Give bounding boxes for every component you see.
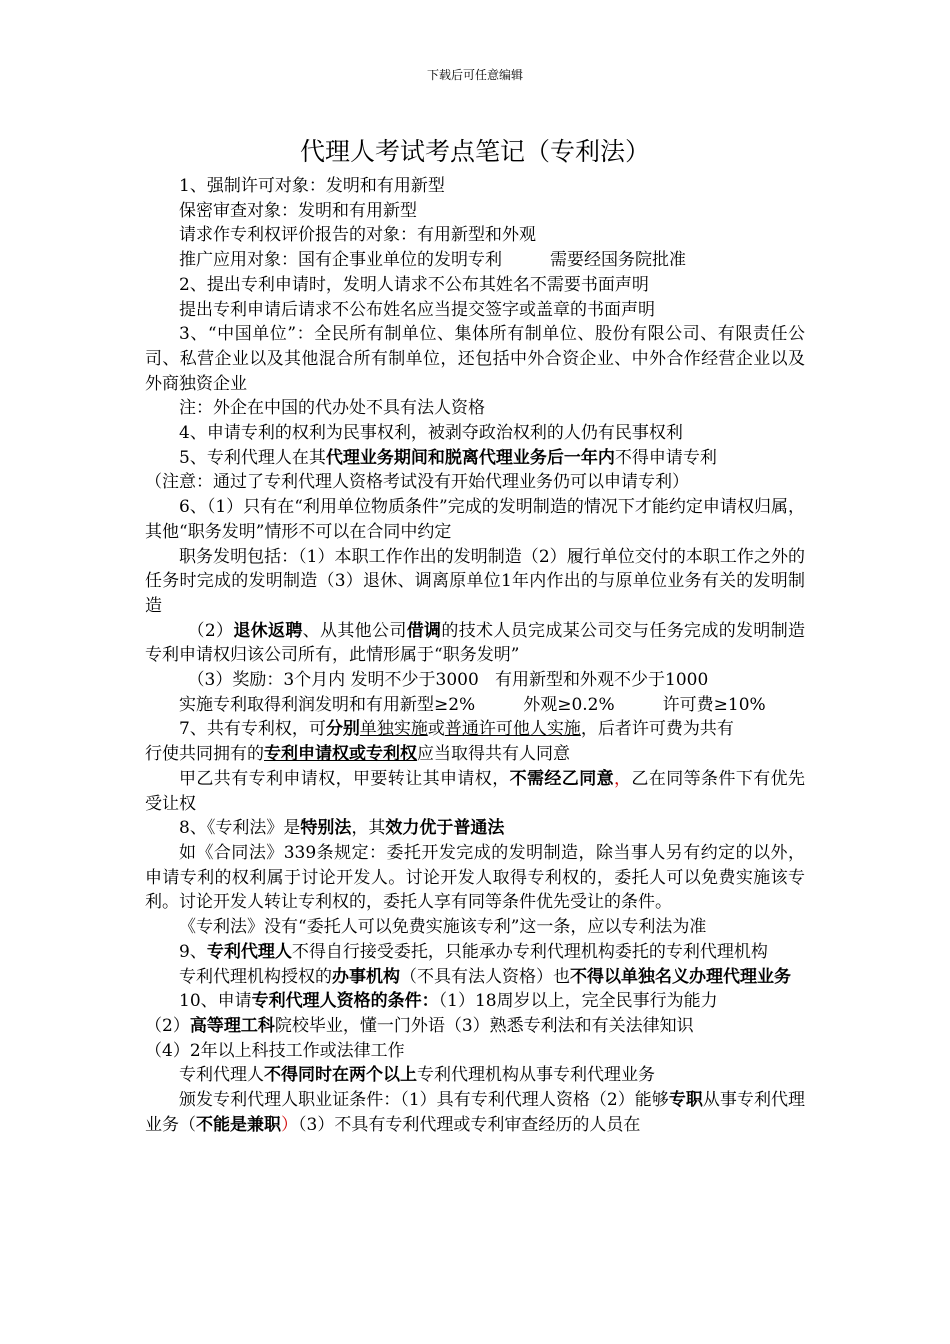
text-run: （2） — [187, 620, 234, 641]
bold-text: 办事机构 — [332, 966, 400, 987]
text-run: 5、专利代理人在其 — [179, 447, 326, 468]
page-header: 下载后可任意编辑 — [426, 68, 523, 82]
text-run: 或 — [427, 719, 445, 740]
underlined-text: 单独实施 — [359, 719, 428, 740]
text-run: 不得申请专利 — [614, 447, 717, 468]
paragraph: 如《合同法》339条规定：委托开发完成的发明制造，除当事人另有约定的以外，申请专利的权利属于讨论开发人。讨论开发人取得专利权的，委托人可以免费实施该专利。讨论开发人转让专利权的，委托人享有同等条件优先受让的条件。 — [145, 842, 805, 913]
text-run: 专利代理机构授权的 — [179, 966, 332, 987]
document-body — [145, 174, 805, 1137]
paragraph: （4）2年以上科技工作或法律工作 — [145, 1040, 405, 1061]
paragraph — [145, 965, 805, 990]
bold-text: 不需经乙同意 — [509, 768, 615, 789]
paragraph — [145, 989, 805, 1014]
bold-text: 特别法 — [300, 818, 352, 839]
text-run: 9、 — [179, 941, 207, 962]
paragraph: 3、“中国单位”：全民所有制单位、集体所有制单位、股份有限公司、有限责任公司、私营企业以及其他混合所有制单位，还包括中外合资企业、中外合作经营企业以及外商独资企业 — [145, 324, 805, 394]
text-run: ，其 — [351, 818, 386, 839]
paragraph: 保密审查对象：发明和有用新型 — [179, 200, 417, 221]
paragraph: 6、（1）只有在“利用单位物质条件”完成的发明制造的情况下才能约定申请权归属，其他“职务发明”情形不可以在合同中约定 — [145, 497, 805, 542]
page-title: 代理人考试考点笔记（专利法） — [299, 137, 650, 166]
text-run: 专利代理机构从事专利代理业务 — [417, 1065, 655, 1086]
text-run: 颁发专利代理人职业证条件：（1）具有专利代理人资格（2）能够 — [179, 1090, 669, 1111]
paragraph: 《专利法》没有“委托人可以免费实施该专利”这一条，应以专利法为准 — [179, 917, 707, 938]
text-run: 许可费≥10% — [662, 694, 766, 715]
bold-text: 高等理工科 — [189, 1015, 275, 1036]
bold-text: 借调 — [406, 620, 442, 641]
paragraph: （注意：通过了专利代理人资格考试没有开始代理业务仍可以申请专利） — [145, 472, 689, 493]
paragraph — [145, 619, 805, 668]
paragraph: 职务发明包括：（1）本职工作作出的发明制造（2）履行单位交付的本职工作之外的任务时完成的发明制造（3）退休、调离原单位1年内作出的与原单位业务有关的发明制造 — [145, 546, 805, 616]
text-run: 需要经国务院批准 — [550, 250, 686, 271]
paragraph: 提出专利申请后请求不公布姓名应当提交签字或盖章的书面声明 — [179, 299, 655, 320]
text-run: 的技术人员完成某公司交与任务完成的发明制造专利申请权归该公司所有，此情形属于“职务发明” — [145, 620, 806, 666]
text-run: 有用新型和外观不少于1000 — [495, 670, 709, 691]
bold-text: 不得同时在两个以上 — [264, 1065, 417, 1086]
text-run: 从事专利代理业务（ — [145, 1090, 805, 1135]
red-text: ， — [614, 768, 632, 789]
text-run: （3）奖励：3个月内 发明不少于3000 — [187, 670, 479, 691]
text-run: （3）不具有专利代理或专利审查经历的人员在 — [298, 1114, 641, 1135]
text-run: 院校毕业，懂一门外语（3）熟悉专利法和有关法律知识 — [274, 1015, 694, 1036]
text-run: （2） — [145, 1015, 190, 1036]
bold-underlined-text: 专利申请权或专利权 — [264, 744, 417, 765]
paragraph — [145, 940, 805, 965]
paragraph — [145, 693, 805, 718]
paragraph: 请求作专利权评价报告的对象：有用新型和外观 — [179, 225, 536, 246]
text-run: 甲乙共有专利申请权，甲要转让其申请权， — [179, 768, 510, 789]
underlined-text: 普通许可他人实施 — [444, 719, 581, 740]
text-run: 外观≥0.2% — [523, 694, 615, 715]
text-run: 乙在同等条件下有优先受让权 — [145, 768, 806, 814]
paragraph — [145, 742, 805, 767]
text-run: 专利代理人 — [179, 1065, 264, 1086]
text-run: 应当取得共有人同意 — [417, 744, 570, 765]
bold-text: 代理业务期间和脱离代理业务后一年内 — [325, 447, 615, 468]
text-run: 行使共同拥有的 — [145, 744, 264, 765]
paragraph — [145, 816, 805, 841]
text-run: 、从其他公司 — [302, 620, 407, 641]
bold-text: 效力优于普通法 — [385, 818, 505, 839]
text-run: 推广应用对象：国有企事业单位的发明专利 — [179, 250, 502, 271]
paragraph — [145, 1088, 805, 1137]
text-run: 8、《专利法》是 — [179, 818, 301, 839]
bold-text: 专利代理人资格的条件： — [251, 991, 439, 1012]
bold-text: 专职 — [668, 1090, 703, 1111]
paragraph — [145, 446, 805, 471]
paragraph — [145, 717, 805, 742]
text-run: （1）18周岁以上，完全民事行为能力 — [438, 991, 718, 1012]
paragraph — [145, 1014, 805, 1039]
bold-text: 退休返聘 — [233, 620, 303, 641]
paragraph — [145, 1063, 805, 1088]
bold-text: 不得以单独名义办理代理业务 — [570, 966, 791, 987]
text-run: 10、申请 — [179, 991, 252, 1012]
red-text: ） — [281, 1114, 298, 1135]
text-run: 7、共有专利权，可 — [179, 719, 326, 740]
text-run: 不得自行接受委托，只能承办专利代理机构委托的专利代理机构 — [291, 941, 768, 962]
bold-text: 专利代理人 — [206, 941, 292, 962]
bold-text: 分别 — [325, 719, 360, 740]
paragraph: 4、申请专利的权利为民事权利，被剥夺政治权利的人仍有民事权利 — [179, 423, 683, 444]
paragraph: 2、提出专利申请时，发明人请求不公布其姓名不需要书面声明 — [179, 274, 649, 295]
paragraph: 注：外企在中国的代办处不具有法人资格 — [179, 398, 485, 419]
bold-text: 不能是兼职 — [196, 1114, 281, 1135]
text-run: 实施专利取得利润发明和有用新型≥2% — [179, 694, 476, 715]
paragraph — [145, 668, 805, 693]
text-run: （不具有法人资格）也 — [400, 966, 570, 987]
paragraph: 1、强制许可对象：发明和有用新型 — [179, 176, 445, 196]
paragraph — [145, 248, 805, 273]
text-run: ，后者许可费为共有 — [580, 719, 734, 740]
paragraph — [145, 767, 805, 816]
